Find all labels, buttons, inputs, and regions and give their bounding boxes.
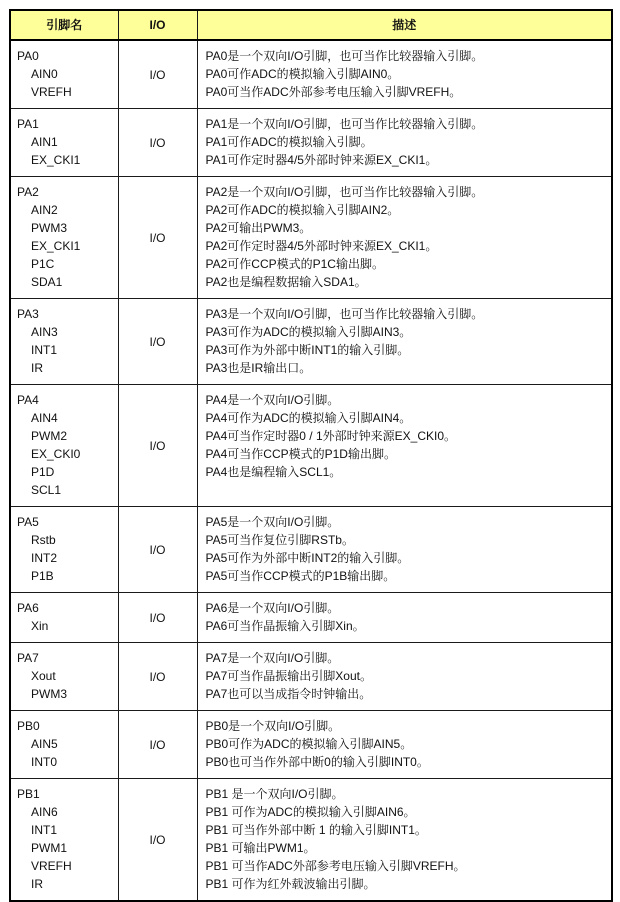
description-cell [197, 299, 612, 385]
io-cell: I/O [118, 779, 197, 902]
description-cell [197, 385, 612, 507]
pin-subname: Xout [31, 669, 56, 683]
table-row [10, 779, 612, 902]
description-cell [197, 177, 612, 299]
description-cell [197, 779, 612, 902]
pin-subname: IR [31, 361, 43, 375]
description-line: PB1 是一个双向I/O引脚。 [205, 787, 344, 801]
pin-subname: EX_CKI1 [31, 153, 81, 167]
description-line: PB0是一个双向I/O引脚。 [205, 719, 341, 733]
description-cell [197, 507, 612, 593]
pin-name-cell [10, 385, 118, 507]
description-line: PA5可作为外部中断INT2的输入引脚。 [205, 551, 410, 565]
description-line: PA7可当作晶振输出引脚Xout。 [205, 669, 372, 683]
pin-name: PA4 [17, 393, 39, 407]
io-cell: I/O [118, 299, 197, 385]
pin-name: PA6 [17, 601, 39, 615]
pin-name-cell [10, 40, 118, 109]
io-cell: I/O [118, 385, 197, 507]
description-cell [197, 643, 612, 711]
pin-subname: PWM3 [31, 687, 67, 701]
description-line: PA0是一个双向I/O引脚，也可当作比较器输入引脚。 [205, 49, 484, 63]
pin-subname: AIN1 [31, 135, 58, 149]
table-row [10, 299, 612, 385]
io-cell: I/O [118, 593, 197, 643]
io-cell: I/O [118, 507, 197, 593]
description-line: PA6可当作晶振输入引脚Xin。 [205, 619, 365, 633]
description-line: PA2可作ADC的模拟输入引脚AIN2。 [205, 203, 400, 217]
pin-subname: INT1 [31, 343, 58, 357]
table-row [10, 109, 612, 177]
description-line: PA2可作CCP模式的P1C输出脚。 [205, 257, 384, 271]
pin-subname: IR [31, 877, 43, 891]
pin-subname: INT1 [31, 823, 58, 837]
description-line: PA1可作ADC的模拟输入引脚。 [205, 135, 373, 149]
description-line: PB0可作为ADC的模拟输入引脚AIN5。 [205, 737, 413, 751]
pin-subname: AIN2 [31, 203, 58, 217]
description-line: PA2是一个双向I/O引脚，也可当作比较器输入引脚。 [205, 185, 484, 199]
description-line: PA6是一个双向I/O引脚。 [205, 601, 340, 615]
pin-name-cell [10, 643, 118, 711]
pin-description-table [9, 9, 613, 902]
description-cell [197, 711, 612, 779]
description-line: PB1 可作为ADC的模拟输入引脚AIN6。 [205, 805, 416, 819]
pin-subname: INT2 [31, 551, 58, 565]
description-line: PA4可当作CCP模式的P1D输出脚。 [205, 447, 396, 461]
pin-subname: P1B [31, 569, 54, 583]
table-body [10, 40, 612, 901]
pin-name-cell [10, 779, 118, 902]
pin-subname: SDA1 [31, 275, 63, 289]
pin-subname: AIN6 [31, 805, 58, 819]
table-row [10, 711, 612, 779]
io-cell: I/O [118, 711, 197, 779]
description-line: PA3也是IR输出口。 [205, 361, 312, 375]
table-row [10, 593, 612, 643]
table-row [10, 40, 612, 109]
io-cell: I/O [118, 40, 197, 109]
pin-subname: PWM1 [31, 841, 67, 855]
pin-subname: P1D [31, 465, 55, 479]
pin-name-cell [10, 711, 118, 779]
description-cell [197, 593, 612, 643]
description-line: PA3可作为外部中断INT1的输入引脚。 [205, 343, 410, 357]
pin-name: PA7 [17, 651, 39, 665]
table-row [10, 177, 612, 299]
description-line: PA2可输出PWM3。 [205, 221, 312, 235]
description-line: PB1 可当作外部中断 1 的输入引脚INT1。 [205, 823, 427, 837]
description-line: PA4可当作定时器0 / 1外部时钟来源EX_CKI0。 [205, 429, 457, 443]
column-header-io: I/O [118, 10, 197, 40]
pin-subname: P1C [31, 257, 55, 271]
table-header-row [10, 10, 612, 40]
pin-subname: VREFH [31, 859, 72, 873]
pin-name: PA0 [17, 49, 39, 63]
description-line: PA3是一个双向I/O引脚，也可当作比较器输入引脚。 [205, 307, 484, 321]
pin-subname: SCL1 [31, 483, 62, 497]
io-cell: I/O [118, 109, 197, 177]
description-line: PA4是一个双向I/O引脚。 [205, 393, 340, 407]
pin-subname: PWM3 [31, 221, 67, 235]
pin-subname: Xin [31, 619, 49, 633]
description-line: PA3可作为ADC的模拟输入引脚AIN3。 [205, 325, 412, 339]
description-line: PA2可作定时器4/5外部时钟来源EX_CKI1。 [205, 239, 438, 253]
pin-name: PB0 [17, 719, 40, 733]
pin-subname: AIN4 [31, 411, 58, 425]
description-line: PA2也是编程数据输入SDA1。 [205, 275, 367, 289]
pin-subname: EX_CKI0 [31, 447, 81, 461]
description-line: PA7也可以当成指令时钟输出。 [205, 687, 372, 701]
pin-subname: AIN3 [31, 325, 58, 339]
description-line: PB1 可作为红外载波输出引脚。 [205, 877, 376, 891]
description-line: PA0可作ADC的模拟输入引脚AIN0。 [205, 67, 400, 81]
pin-subname: AIN0 [31, 67, 58, 81]
pin-subname: AIN5 [31, 737, 58, 751]
column-header-description: 描述 [197, 10, 612, 40]
io-cell: I/O [118, 177, 197, 299]
description-line: PA1可作定时器4/5外部时钟来源EX_CKI1。 [205, 153, 438, 167]
pin-name: PA3 [17, 307, 39, 321]
pin-name-cell [10, 299, 118, 385]
description-line: PA5可当作CCP模式的P1B输出脚。 [205, 569, 396, 583]
pin-name-cell [10, 109, 118, 177]
table-row [10, 643, 612, 711]
description-line: PA4可作为ADC的模拟输入引脚AIN4。 [205, 411, 412, 425]
description-line: PA1是一个双向I/O引脚，也可当作比较器输入引脚。 [205, 117, 484, 131]
io-cell: I/O [118, 643, 197, 711]
table-row [10, 507, 612, 593]
pin-name: PA1 [17, 117, 39, 131]
description-line: PA4也是编程输入SCL1。 [205, 465, 342, 479]
description-line: PA5是一个双向I/O引脚。 [205, 515, 340, 529]
column-header-pin-name: 引脚名 [10, 10, 118, 40]
description-line: PA0可当作ADC外部参考电压输入引脚VREFH。 [205, 85, 462, 99]
pin-subname: INT0 [31, 755, 58, 769]
description-line: PB1 可输出PWM1。 [205, 841, 316, 855]
pin-subname: PWM2 [31, 429, 67, 443]
pin-subname: VREFH [31, 85, 72, 99]
table-row [10, 385, 612, 507]
description-cell [197, 109, 612, 177]
description-line: PB0也可当作外部中断0的输入引脚INT0。 [205, 755, 429, 769]
pin-name-cell [10, 593, 118, 643]
pin-name-cell [10, 507, 118, 593]
description-line: PA5可当作复位引脚RSTb。 [205, 533, 354, 547]
pin-name-cell [10, 177, 118, 299]
description-line: PB1 可当作ADC外部参考电压输入引脚VREFH。 [205, 859, 466, 873]
pin-name: PA2 [17, 185, 39, 199]
pin-name: PB1 [17, 787, 40, 801]
description-line: PA7是一个双向I/O引脚。 [205, 651, 340, 665]
pin-subname: EX_CKI1 [31, 239, 81, 253]
pin-subname: Rstb [31, 533, 56, 547]
description-cell [197, 40, 612, 109]
pin-name: PA5 [17, 515, 39, 529]
